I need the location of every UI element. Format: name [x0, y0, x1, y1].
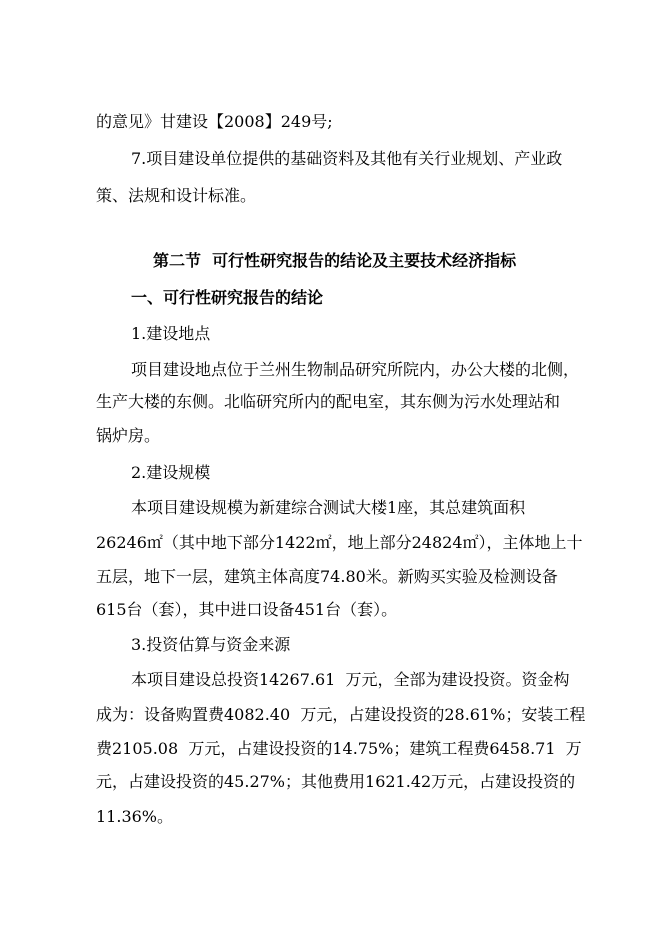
- text-line: 11.36%。: [96, 807, 174, 826]
- section-heading: 第二节 可行性研究报告的结论及主要技术经济指标: [153, 251, 517, 270]
- text-line: 费2105.08 万元，占建设投资的14.75%；建筑工程费6458.71 万: [96, 739, 582, 758]
- text-line: 生产大楼的东侧。北临研究所内的配电室，其东侧为污水处理站和: [96, 392, 561, 411]
- text-line: 锅炉房。: [96, 426, 161, 445]
- text-line: 元，占建设投资的45.27%；其他费用1621.42万元，占建设投资的: [96, 772, 576, 791]
- subsection-heading: 一、可行性研究报告的结论: [131, 288, 324, 307]
- item-heading: 2.建设规模: [131, 463, 211, 482]
- text-line: 五层，地下一层，建筑主体高度74.80米。新购买实验及检测设备: [96, 567, 558, 586]
- text-line: 的意见》甘建设【2008】249号;: [96, 112, 333, 131]
- text-line: 项目建设地点位于兰州生物制品研究所院内，办公大楼的北侧，: [131, 360, 580, 379]
- item-heading: 1.建设地点: [131, 324, 211, 343]
- text-line: 615台（套），其中进口设备451台（套）。: [96, 600, 398, 619]
- text-line: 策、法规和设计标准。: [96, 186, 257, 205]
- item-heading: 3.投资估算与资金来源: [131, 635, 291, 654]
- text-line: 本项目建设总投资14267.61 万元，全部为建设投资。资金构: [131, 670, 570, 689]
- text-line: 成为：设备购置费4082.40 万元，占建设投资的28.61%；安装工程: [96, 705, 586, 724]
- text-line: 本项目建设规模为新建综合测试大楼1座，其总建筑面积: [131, 498, 526, 517]
- text-line: 26246㎡（其中地下部分1422㎡，地上部分24824㎡），主体地上十: [96, 533, 583, 552]
- text-line: 7.项目建设单位提供的基础资料及其他有关行业规划、产业政: [131, 149, 563, 168]
